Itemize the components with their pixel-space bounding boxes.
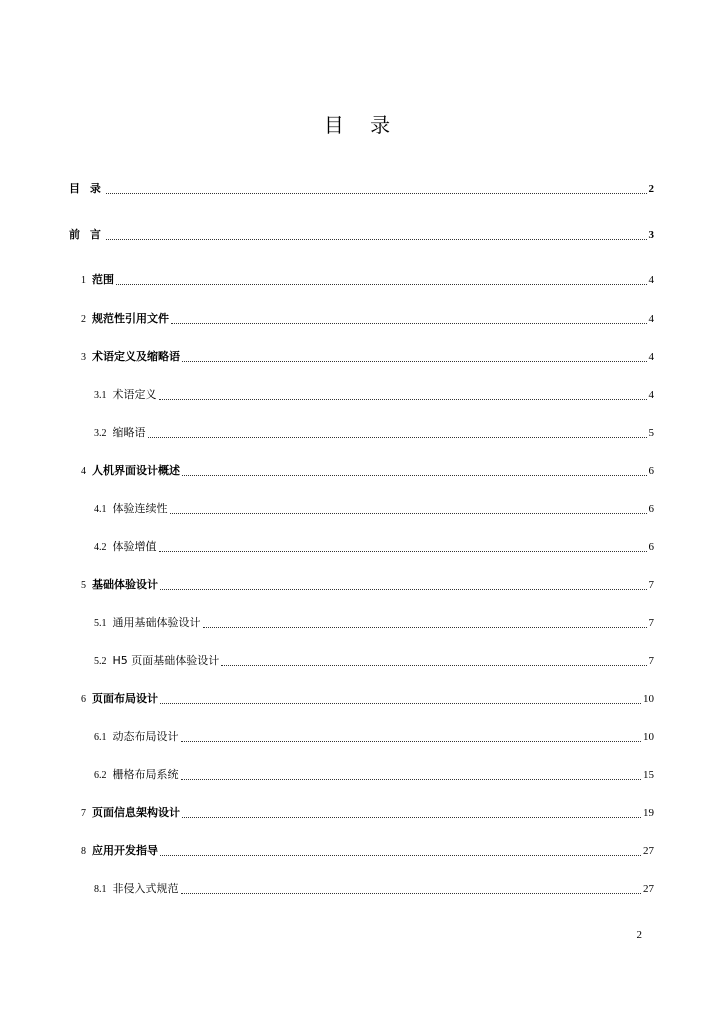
toc-entry-number: 4.1 <box>94 504 107 515</box>
toc-entry-page: 4 <box>648 389 654 401</box>
toc-entry-page: 19 <box>643 807 654 819</box>
toc-entry-label: H5 页面基础体验设计 <box>112 654 220 667</box>
toc-entry-number: 6 <box>81 694 86 705</box>
page-title: 目 录 <box>323 113 401 137</box>
toc-entry[interactable] <box>81 691 654 707</box>
toc-leader-dots <box>170 512 647 514</box>
toc-entry[interactable] <box>94 615 654 631</box>
toc-entry-label: 缩略语 <box>112 426 146 439</box>
toc-entry-label: 应用开发指导 <box>92 844 158 857</box>
toc-entry[interactable] <box>81 463 654 479</box>
toc-entry-label: 页面信息架构设计 <box>92 806 180 819</box>
toc-entry-page: 4 <box>648 274 654 286</box>
toc-entry-number: 4 <box>81 466 86 477</box>
toc-entry-page: 27 <box>643 845 654 857</box>
toc-leader-dots <box>160 854 641 856</box>
toc-entry[interactable] <box>69 227 654 243</box>
toc-entry-label: 范围 <box>92 273 114 286</box>
toc-leader-dots <box>181 740 642 742</box>
toc-entry-page: 10 <box>643 693 654 705</box>
toc-entry-page: 7 <box>648 579 654 591</box>
toc-entry[interactable] <box>94 881 654 897</box>
toc-entry-page: 6 <box>648 503 654 515</box>
toc-entry-page: 27 <box>643 883 654 895</box>
toc-entry[interactable] <box>94 653 654 669</box>
toc-entry-label: 动态布局设计 <box>112 730 179 743</box>
toc-entry-number: 5.2 <box>94 656 107 667</box>
toc-entry-number: 3 <box>81 352 86 363</box>
toc-entry[interactable] <box>94 539 654 555</box>
toc-leader-dots <box>181 778 642 780</box>
toc-entry-label: 体验连续性 <box>112 502 168 515</box>
toc-entry-number: 3.2 <box>94 428 107 439</box>
toc-entry-number: 5 <box>81 580 86 591</box>
toc-entry[interactable] <box>94 501 654 517</box>
footer-page-number: 2 <box>636 929 642 941</box>
toc-entry-page: 6 <box>648 465 654 477</box>
toc-leader-dots <box>182 360 647 362</box>
toc-entry-number: 8.1 <box>94 884 107 895</box>
toc-leader-dots <box>221 664 646 666</box>
toc-entry-label: 目 录 <box>69 182 104 195</box>
toc-entry-label: 页面布局设计 <box>92 692 158 705</box>
toc-leader-dots <box>160 702 641 704</box>
toc-leader-dots <box>182 474 647 476</box>
toc-entry-page: 4 <box>648 313 654 325</box>
toc-entry-number: 3.1 <box>94 390 107 401</box>
toc-entry-number: 4.2 <box>94 542 107 553</box>
toc-entry-label: 非侵入式规范 <box>112 882 179 895</box>
toc-leader-dots <box>106 238 647 240</box>
toc-entry-label: 通用基础体验设计 <box>112 616 201 629</box>
toc-entry-page: 6 <box>648 541 654 553</box>
toc-entry[interactable] <box>81 577 654 593</box>
toc-entry[interactable] <box>69 181 654 197</box>
toc-entry[interactable] <box>94 729 654 745</box>
toc-leader-dots <box>171 322 647 324</box>
toc-leader-dots <box>116 283 647 285</box>
toc-entry-number: 7 <box>81 808 86 819</box>
toc-leader-dots <box>159 398 647 400</box>
toc-leader-dots <box>159 550 647 552</box>
toc-leader-dots <box>182 816 641 818</box>
toc-entry-label: 前 言 <box>69 228 104 241</box>
toc-entry-page: 10 <box>643 731 654 743</box>
toc-entry[interactable] <box>81 843 654 859</box>
toc-entry[interactable] <box>81 272 654 288</box>
toc-entry-page: 7 <box>648 655 654 667</box>
toc-entry[interactable] <box>81 349 654 365</box>
toc-entry-label: 术语定义及缩略语 <box>92 350 180 363</box>
toc-entry-number: 8 <box>81 846 86 857</box>
toc-entry-label: 规范性引用文件 <box>92 312 169 325</box>
toc-leader-dots <box>160 588 647 590</box>
toc-entry-label: 体验增值 <box>112 540 157 553</box>
toc-entry-number: 6.2 <box>94 770 107 781</box>
toc-entry-page: 7 <box>648 617 654 629</box>
toc-entry-label: 基础体验设计 <box>92 578 158 591</box>
toc-leader-dots <box>148 436 647 438</box>
toc-leader-dots <box>203 626 647 628</box>
toc-entry[interactable] <box>94 767 654 783</box>
toc-entry-number: 6.1 <box>94 732 107 743</box>
toc-entry[interactable] <box>94 425 654 441</box>
toc-entry-page: 3 <box>648 229 654 241</box>
toc-entry-page: 5 <box>648 427 654 439</box>
toc-entry-page: 2 <box>648 183 654 195</box>
toc-entry-page: 15 <box>643 769 654 781</box>
toc-entry-label: 栅格布局系统 <box>112 768 179 781</box>
toc-entry[interactable] <box>81 311 654 327</box>
toc-leader-dots <box>181 892 642 894</box>
toc-entry-label: 术语定义 <box>112 388 157 401</box>
toc-entry-number: 5.1 <box>94 618 107 629</box>
toc-entry[interactable] <box>81 805 654 821</box>
toc-entry-number: 2 <box>81 314 86 325</box>
toc-entry-number: 1 <box>81 275 86 286</box>
toc-entry-label: 人机界面设计概述 <box>92 464 180 477</box>
toc-leader-dots <box>106 192 647 194</box>
toc-entry-page: 4 <box>648 351 654 363</box>
toc-entry[interactable] <box>94 387 654 403</box>
